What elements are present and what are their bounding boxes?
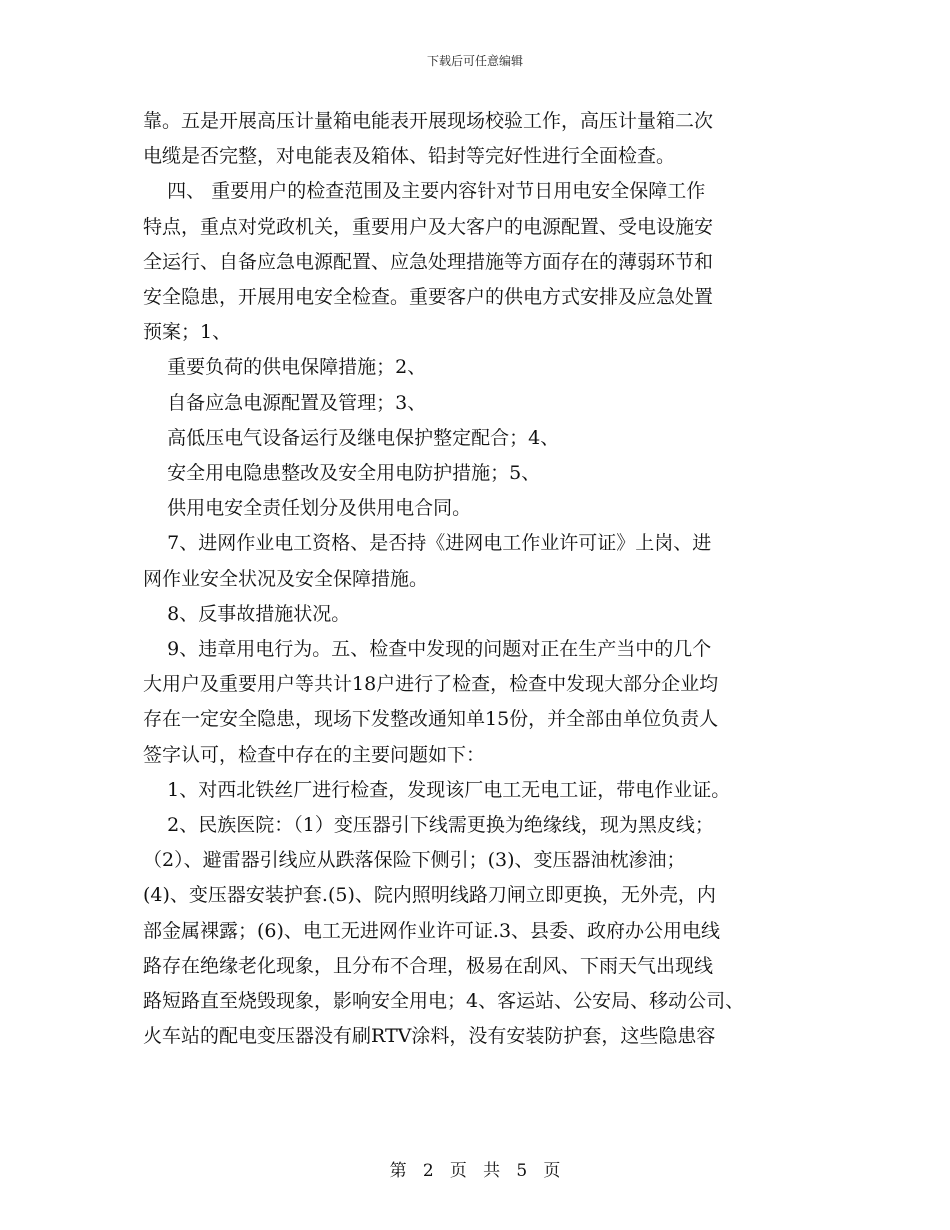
text-line: 签字认可，检查中存在的主要问题如下：: [143, 743, 486, 766]
text-line: 路存在绝缘老化现象，且分布不合理，极易在刮风、下雨天气出现线: [143, 954, 714, 977]
text-line: 大用户及重要用户等共计18户进行了检查，检查中发现大部分企业均: [143, 673, 719, 696]
page-header-note: 下载后可任意编辑: [426, 54, 523, 68]
document-body: [143, 104, 811, 1054]
footer-label-before: 第: [389, 1161, 407, 1181]
text-line: 8、反事故措施状况。: [143, 602, 351, 625]
text-line: 预案；1、: [143, 321, 232, 344]
text-line: 重要负荷的供电保障措施；2、: [143, 356, 427, 379]
text-line: 全运行、自备应急电源配置、应急处理措施等方面存在的薄弱环节和: [143, 250, 714, 273]
text-line: 安全隐患，开展用电安全检查。重要客户的供电方式安排及应急处置: [143, 286, 714, 309]
text-line: （2）、避雷器引线应从跌落保险下侧引；(3)、变压器油枕渗油；: [143, 849, 686, 872]
text-line: 火车站的配电变压器没有刷RTV涂料，没有安装防护套，这些隐患容: [143, 1025, 716, 1048]
text-line: 存在一定安全隐患，现场下发整改通知单15份，并全部由单位负责人: [143, 708, 719, 731]
text-line: 7、进网作业电工资格、是否持《进网电工作业许可证》上岗、进: [143, 532, 712, 555]
text-line: 部金属裸露；(6)、电工无进网作业许可证.3、县委、政府办公用电线: [143, 919, 721, 942]
footer-total-pages: 5: [516, 1161, 528, 1181]
footer-label-total: 共: [483, 1161, 501, 1181]
footer-label-page: 页: [449, 1161, 467, 1181]
text-line: 特点，重点对党政机关，重要用户及大客户的电源配置、受电设施安: [143, 215, 714, 238]
text-line: (4)、变压器安装护套.(5)、院内照明线路刀闸立即更换，无外壳，内: [143, 884, 716, 907]
text-line: 供用电安全责任划分及供用电合同。: [143, 497, 472, 520]
text-line: 高低压电气设备运行及继电保护整定配合；4、: [143, 426, 560, 449]
text-line: 安全用电隐患整改及安全用电防护措施；5、: [143, 462, 541, 485]
text-line: 四、 重要用户的检查范围及主要内容针对节日用电安全保障工作: [143, 180, 706, 203]
text-line: 靠。五是开展高压计量箱电能表开展现场校验工作，高压计量箱二次: [143, 110, 714, 132]
text-line: 1、对西北铁丝厂进行检查，发现该厂电工无电工证，带电作业证。: [143, 778, 731, 801]
text-line: 9、违章用电行为。五、检查中发现的问题对正在生产当中的几个: [143, 638, 712, 661]
footer-current-page: 2: [422, 1161, 434, 1181]
page-footer: [0, 1156, 950, 1181]
text-line: 电缆是否完整，对电能表及箱体、铅封等完好性进行全面检查。: [143, 145, 676, 168]
text-line: 网作业安全状况及安全保障措施。: [143, 567, 429, 590]
text-line: 2、民族医院：（1）变压器引下线需更换为绝缘线，现为黑皮线；: [143, 814, 714, 837]
text-line: 自备应急电源配置及管理；3、: [143, 391, 427, 414]
text-line: 路短路直至烧毁现象，影响安全用电；4、客运站、公安局、移动公司、: [143, 990, 745, 1013]
footer-label-after: 页: [543, 1161, 561, 1181]
